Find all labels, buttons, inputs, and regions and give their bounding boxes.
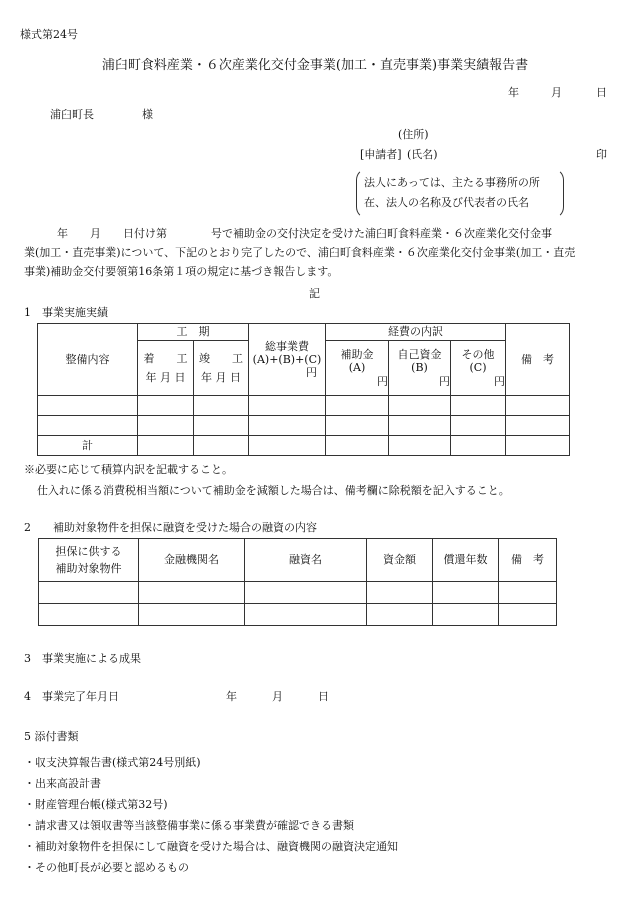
attachment-list (24, 752, 398, 878)
entry-cell[interactable] (245, 604, 367, 626)
table-total-row (38, 436, 570, 456)
list-item: ・財産管理台帳(様式第32号) (24, 798, 168, 811)
col-period-header: 工 期 (138, 324, 249, 341)
entry-cell[interactable] (367, 604, 433, 626)
section3-heading: 3 事業実施による成果 (24, 652, 141, 665)
col-total-formula: (A)+(B)+(C) (252, 352, 322, 366)
col-other-header (451, 341, 506, 396)
corporate-note-line1: 法人にあっては、主たる事務所の所 (364, 176, 540, 189)
col-subsidy-label: 補助金 (340, 348, 374, 362)
entry-cell[interactable] (506, 396, 570, 416)
table-row (38, 396, 570, 416)
col-other-code: (C) (469, 361, 487, 375)
entry-cell[interactable] (506, 416, 570, 436)
col-amount-header: 資金額 (367, 539, 433, 582)
entry-cell[interactable] (506, 436, 570, 456)
entry-cell[interactable] (389, 436, 451, 456)
report-body-line2: 業(加工・直売事業)について、下記のとおり完了したので、浦臼町食料産業・６次産業化交付金事業(加工・直売 (24, 246, 576, 259)
entry-cell[interactable] (451, 396, 506, 416)
col-own-header (389, 341, 451, 396)
entry-cell[interactable] (499, 582, 557, 604)
entry-cell[interactable] (499, 604, 557, 626)
col-loan-remarks-header: 備 考 (499, 539, 557, 582)
completion-year: 年 (226, 690, 237, 703)
col-subsidy-unit: 円 (377, 374, 388, 388)
section1-note2: 仕入れに係る消費税相当額について補助金を減額した場合は、備考欄に除税額を記入すること。 (37, 484, 510, 497)
table-row (38, 416, 570, 436)
entry-cell[interactable] (138, 396, 194, 416)
seal-mark: 印 (596, 148, 607, 161)
date-month: 月 (551, 86, 562, 99)
col-remarks-header: 備 考 (506, 324, 570, 396)
date-day: 日 (596, 86, 607, 99)
form-number: 様式第24号 (20, 28, 78, 41)
entry-cell[interactable] (39, 604, 139, 626)
loan-table (38, 538, 557, 626)
col-years-header: 償還年数 (433, 539, 499, 582)
col-asset-header (39, 539, 139, 582)
report-body-line3: 事業)補助金交付要領第16条第１項の規定に基づき報告します。 (24, 265, 339, 278)
col-bank-header: 金融機関名 (139, 539, 245, 582)
list-item: ・補助対象物件を担保にして融資を受けた場合は、融資機関の融資決定通知 (24, 840, 398, 853)
entry-cell[interactable] (367, 582, 433, 604)
col-subsidy-code: (A) (348, 361, 366, 375)
entry-cell[interactable] (249, 396, 326, 416)
report-body (24, 224, 606, 281)
ki-mark: 記 (309, 287, 320, 300)
col-start-header (138, 341, 194, 396)
col-subsidy-header (326, 341, 389, 396)
entry-cell[interactable] (194, 436, 249, 456)
recipient-honorific: 様 (142, 108, 153, 121)
entry-cell[interactable] (326, 396, 389, 416)
list-item: ・請求書又は領収書等当該整備事業に係る事業費が確認できる書類 (24, 819, 354, 832)
entry-cell[interactable] (433, 582, 499, 604)
col-start-ymd: 年 月 日 (145, 371, 186, 384)
col-end-ymd: 年 月 日 (201, 371, 241, 384)
entry-cell[interactable] (38, 416, 138, 436)
entry-cell[interactable] (138, 416, 194, 436)
page-title: 浦臼町食料産業・６次産業化交付金事業(加工・直売事業)事業実績報告書 (101, 58, 529, 73)
date-year: 年 (508, 86, 519, 99)
section5-heading: 5 添付書類 (24, 730, 79, 743)
col-own-label: 自己資金 (397, 348, 442, 362)
completion-day: 日 (318, 690, 329, 703)
entry-cell[interactable] (389, 396, 451, 416)
section4-heading: 4 事業完了年月日 (24, 690, 119, 703)
table-row (39, 604, 557, 626)
entry-cell[interactable] (326, 436, 389, 456)
col-asset-line2: 補助対象物件 (55, 562, 122, 575)
total-row-label: 計 (38, 436, 138, 456)
entry-cell[interactable] (38, 396, 138, 416)
entry-cell[interactable] (249, 436, 326, 456)
col-end-header (194, 341, 249, 396)
address-label: (住所) (398, 128, 429, 141)
entry-cell[interactable] (389, 416, 451, 436)
table-row (39, 582, 557, 604)
list-item: ・その他町長が必要と認めるもの (24, 861, 189, 874)
col-total-label: 総事業費 (265, 339, 309, 353)
col-end-label: 竣 工 (199, 351, 243, 365)
col-loan-header: 融資名 (245, 539, 367, 582)
entry-cell[interactable] (194, 396, 249, 416)
section2-heading: 2 補助対象物件を担保に融資を受けた場合の融資の内容 (24, 521, 317, 534)
corporate-note-line2: 在、法人の名称及び代表者の氏名 (364, 196, 529, 209)
col-breakdown-header: 経費の内訳 (326, 324, 506, 341)
entry-cell[interactable] (139, 604, 245, 626)
col-total-header (249, 324, 326, 396)
col-other-label: その他 (461, 348, 495, 362)
entry-cell[interactable] (433, 604, 499, 626)
entry-cell[interactable] (245, 582, 367, 604)
entry-cell[interactable] (451, 436, 506, 456)
col-total-unit: 円 (306, 366, 317, 380)
entry-cell[interactable] (249, 416, 326, 436)
results-table (37, 323, 570, 456)
section1-heading: 1 事業実施実績 (24, 306, 108, 319)
list-item: ・出来高設計書 (24, 777, 101, 790)
section1-note1: ※必要に応じて積算内訳を記載すること。 (24, 463, 233, 476)
col-own-code: (B) (411, 361, 428, 375)
recipient-name: 浦臼町長 (50, 108, 94, 121)
col-item-header: 整備内容 (38, 324, 138, 396)
col-asset-line1: 担保に供する (55, 544, 122, 558)
list-item: ・収支決算報告書(様式第24号別紙) (24, 756, 201, 769)
entry-cell[interactable] (326, 416, 389, 436)
report-body-line1: 年 月 日付け第 号で補助金の交付決定を受けた浦臼町食料産業・６次産業化交付金事 (24, 227, 552, 240)
name-label: (氏名) (407, 148, 438, 161)
completion-month: 月 (272, 690, 283, 703)
applicant-role-label: [申請者] (360, 148, 402, 161)
entry-cell[interactable] (194, 416, 249, 436)
entry-cell[interactable] (138, 436, 194, 456)
entry-cell[interactable] (451, 416, 506, 436)
col-start-label: 着 工 (143, 351, 188, 365)
col-own-unit: 円 (439, 374, 450, 388)
entry-cell[interactable] (139, 582, 245, 604)
col-other-unit: 円 (494, 374, 506, 388)
entry-cell[interactable] (39, 582, 139, 604)
